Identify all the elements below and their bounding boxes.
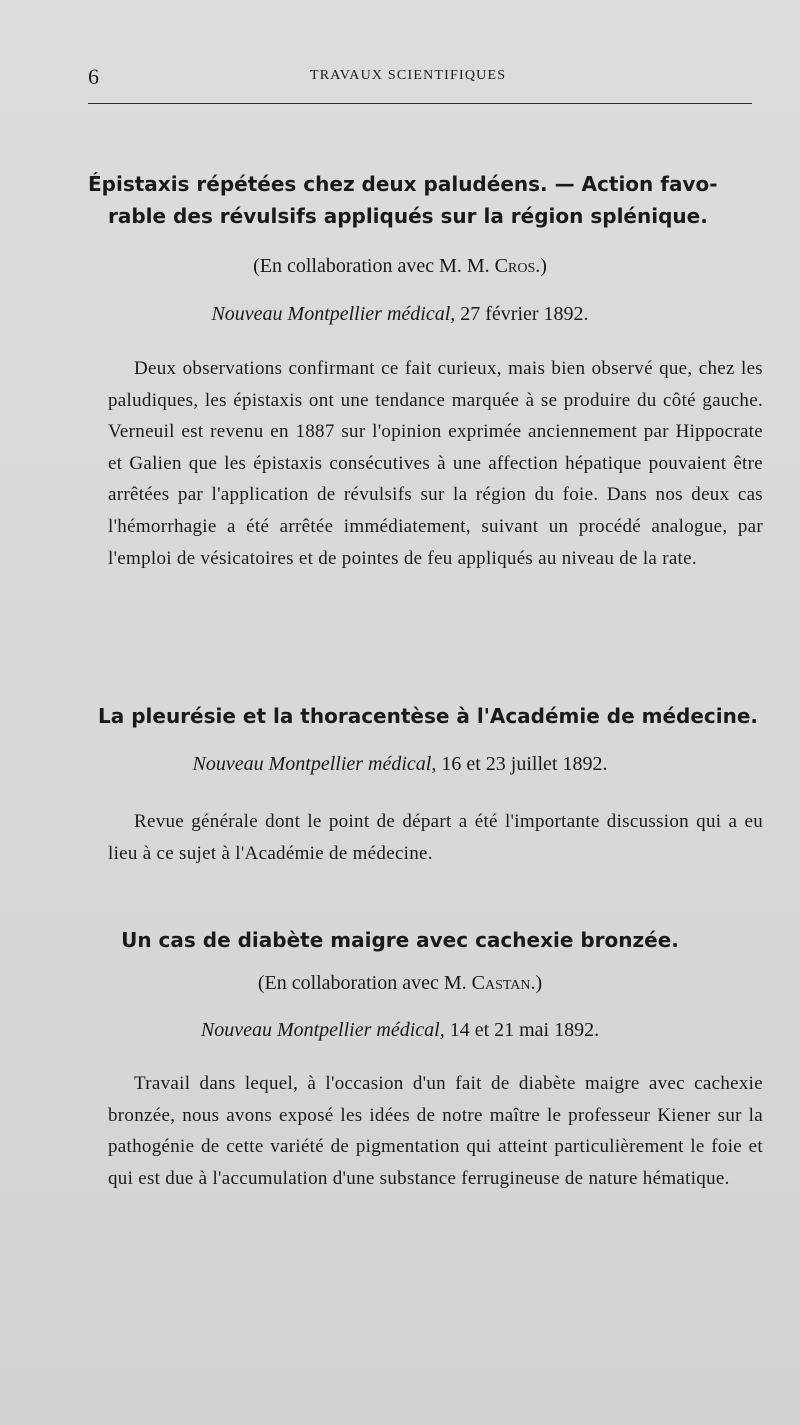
collab-prefix: (En collaboration avec M.: [257, 972, 472, 994]
section-epistaxis-title: [0, 168, 800, 232]
source-citation: [0, 1017, 800, 1043]
source-date: 16 et 23 juillet 1892.: [436, 753, 608, 775]
collab-name: Castan: [471, 972, 531, 994]
collab-suffix: .): [530, 972, 543, 994]
section-title: Un cas de diabète maigre avec cachexie bronzée.: [121, 928, 679, 952]
source-date: 14 et 21 mai 1892.: [444, 1019, 600, 1041]
header-rule: [88, 103, 752, 104]
section-diabete-body: Travail dans lequel, à l'occasion d'un fait de diabète maigre avec cachexie bronzée, nous avons exposé les idées de notre maître le professeur Kiener sur la pathogénie de cette variété de pigmentation qui atteint particulièrement le foie et qui est due à l'accumulation d'une substance ferrugineuse de nature hématique.: [108, 1073, 763, 1189]
section-diabete-title: [0, 924, 800, 956]
section-pleuresie-source: [0, 751, 800, 777]
section-epistaxis-collab: [0, 253, 800, 279]
source-citation: [0, 301, 800, 327]
page-number: 6: [88, 64, 99, 89]
collab-prefix: (En collaboration avec M. M.: [253, 255, 495, 277]
section-pleuresie-body: Revue générale dont le point de départ a été l'importante discussion qui a eu lieu à ce sujet à l'Académie de médecine.: [108, 811, 763, 864]
source-citation: [0, 751, 800, 777]
section-epistaxis-source: [0, 301, 800, 327]
collab-name: Cros: [494, 255, 536, 277]
source-date: 27 février 1892.: [455, 303, 589, 325]
source-journal: Nouveau Montpellier médical,: [192, 753, 437, 775]
collaboration-note: [0, 970, 800, 996]
section-epistaxis-body: Deux observations confirmant ce fait curieux, mais bien observé que, chez les paludiques, les épistaxis ont une tendance marquée à se produire du côté gauche. Verneuil est revenu en 1887 sur l'opinion exprimée anciennement par Hippocrate et Galien que les épistaxis consécutives à une affection hépatique pouvaient être arrêtées par l'application de révulsifs sur la région du foie. Dans nos deux cas l'hémorrhagie a été arrêtée immédiatement, suivant un procédé analogue, par l'emploi de vésicatoires et de pointes de feu appliqués au niveau de la rate.: [108, 358, 763, 569]
section-diabete-source: [0, 1017, 800, 1043]
section-title: La pleurésie et la thoracentèse à l'Académie de médecine.: [98, 704, 759, 728]
collaboration-note: [0, 253, 800, 279]
source-journal: Nouveau Montpellier médical,: [200, 1019, 445, 1041]
section-title-line-1: Épistaxis répétées chez deux paludéens. — Action favo-: [88, 172, 718, 196]
running-head: [88, 64, 752, 88]
source-journal: Nouveau Montpellier médical,: [211, 303, 456, 325]
collab-suffix: .): [535, 255, 547, 277]
section-title-line-2: rable des révulsifs appliqués sur la région splénique.: [108, 204, 708, 228]
section-pleuresie-title: [0, 700, 800, 732]
section-diabete-collab: [0, 970, 800, 996]
running-title: TRAVAUX SCIENTIFIQUES: [310, 68, 507, 83]
